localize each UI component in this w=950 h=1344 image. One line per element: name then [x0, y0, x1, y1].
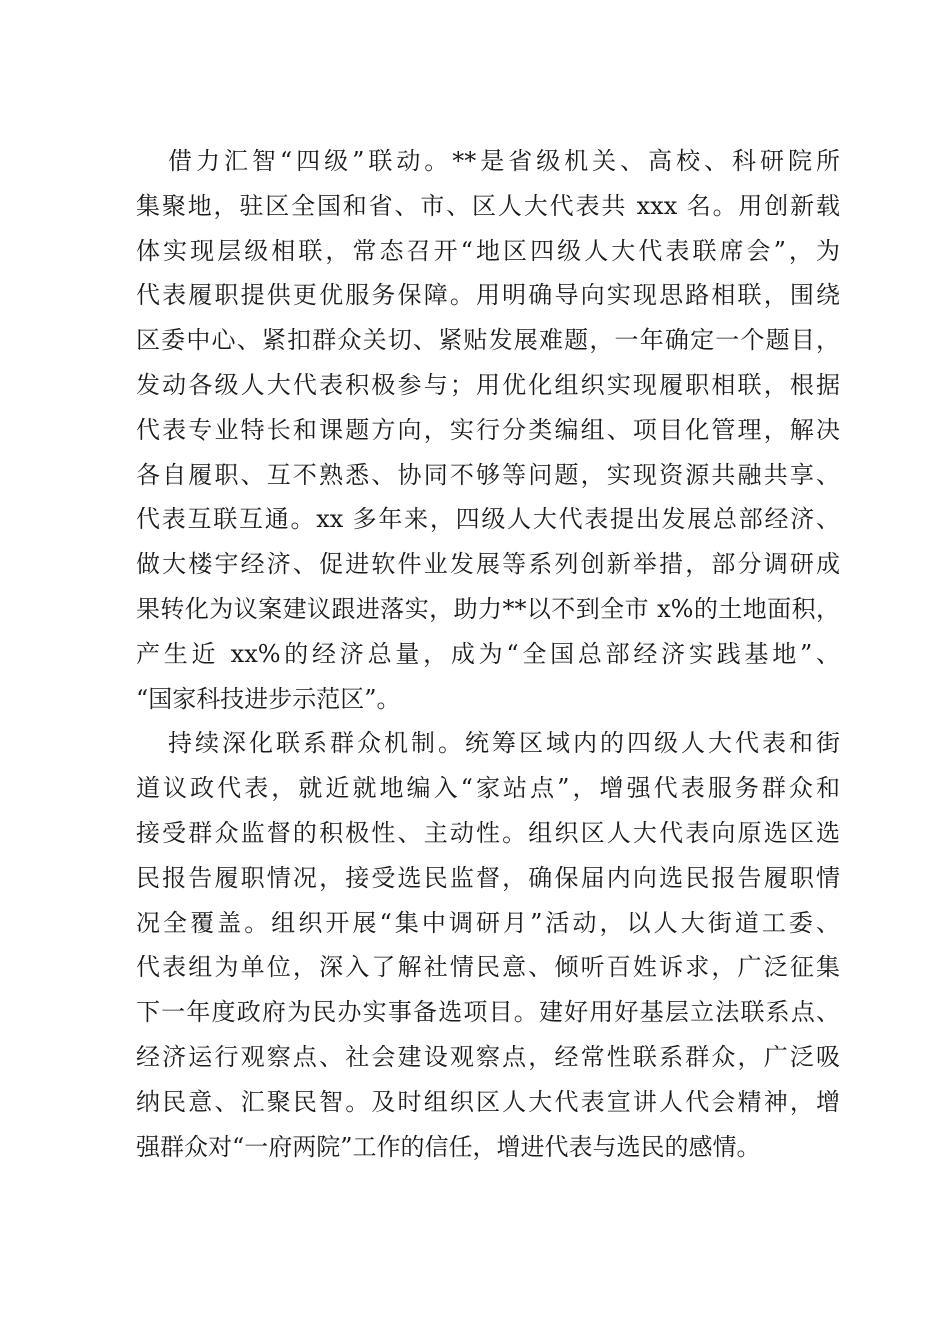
paragraph-line: 道议政代表，就近就地编入“家站点”，增强代表服务群众和 — [136, 774, 840, 803]
paragraph-1 — [136, 139, 840, 721]
paragraph-line: 经济运行观察点、社会建设观察点，经常性联系群众，广泛吸 — [136, 1042, 840, 1071]
paragraph-line: 下一年度政府为民办实事备选项目。建好用好基层立法联系点、 — [136, 998, 840, 1027]
paragraph-line: 产生近 xx%的经济总量，成为“全国总部经济实践基地”、 — [136, 639, 840, 668]
paragraph-line: 接受群众监督的积极性、主动性。组织区人大代表向原选区选 — [136, 818, 840, 847]
paragraph-line: 各自履职、互不熟悉、协同不够等问题，实现资源共融共享、 — [136, 460, 840, 489]
paragraph-line: 代表组为单位，深入了解社情民意、倾听百姓诉求，广泛征集 — [136, 953, 840, 982]
paragraph-line: 体实现层级相联，常态召开“地区四级人大代表联席会”，为 — [136, 236, 840, 265]
document-body — [136, 139, 840, 1169]
paragraph-line: 区委中心、紧扣群众关切、紧贴发展难题，一年确定一个题目， — [136, 326, 840, 355]
paragraph-line: 民报告履职情况，接受选民监督，确保届内向选民报告履职情 — [136, 863, 840, 892]
paragraph-line: 纳民意、汇聚民智。及时组织区人大代表宣讲人代会精神，增 — [136, 1087, 840, 1116]
paragraph-line: 发动各级人大代表积极参与；用优化组织实现履职相联，根据 — [136, 370, 840, 399]
paragraph-line: 代表履职提供更优服务保障。用明确导向实现思路相联，围绕 — [136, 281, 840, 310]
paragraph-2 — [136, 721, 840, 1169]
paragraph-line: 借力汇智“四级”联动。**是省级机关、高校、科研院所 — [168, 147, 840, 175]
paragraph-line: “国家科技进步示范区”。 — [136, 684, 401, 713]
paragraph-line: 况全覆盖。组织开展“集中调研月”活动，以人大街道工委、 — [136, 908, 840, 937]
paragraph-line: 集聚地，驻区全国和省、市、区人大代表共 xxx 名。用创新载 — [136, 191, 840, 220]
paragraph-line: 代表专业特长和课题方向，实行分类编组、项目化管理，解决 — [136, 415, 840, 444]
paragraph-line: 做大楼宇经济、促进软件业发展等系列创新举措，部分调研成 — [136, 550, 840, 579]
paragraph-line: 持续深化联系群众机制。统筹区域内的四级人大代表和街 — [168, 729, 840, 758]
paragraph-line: 代表互联互通。xx 多年来，四级人大代表提出发展总部经济、 — [136, 505, 840, 534]
paragraph-line: 强群众对“一府两院”工作的信任，增进代表与选民的感情。 — [136, 1132, 761, 1161]
paragraph-line: 果转化为议案建议跟进落实，助力**以不到全市 x%的土地面积， — [136, 594, 840, 623]
